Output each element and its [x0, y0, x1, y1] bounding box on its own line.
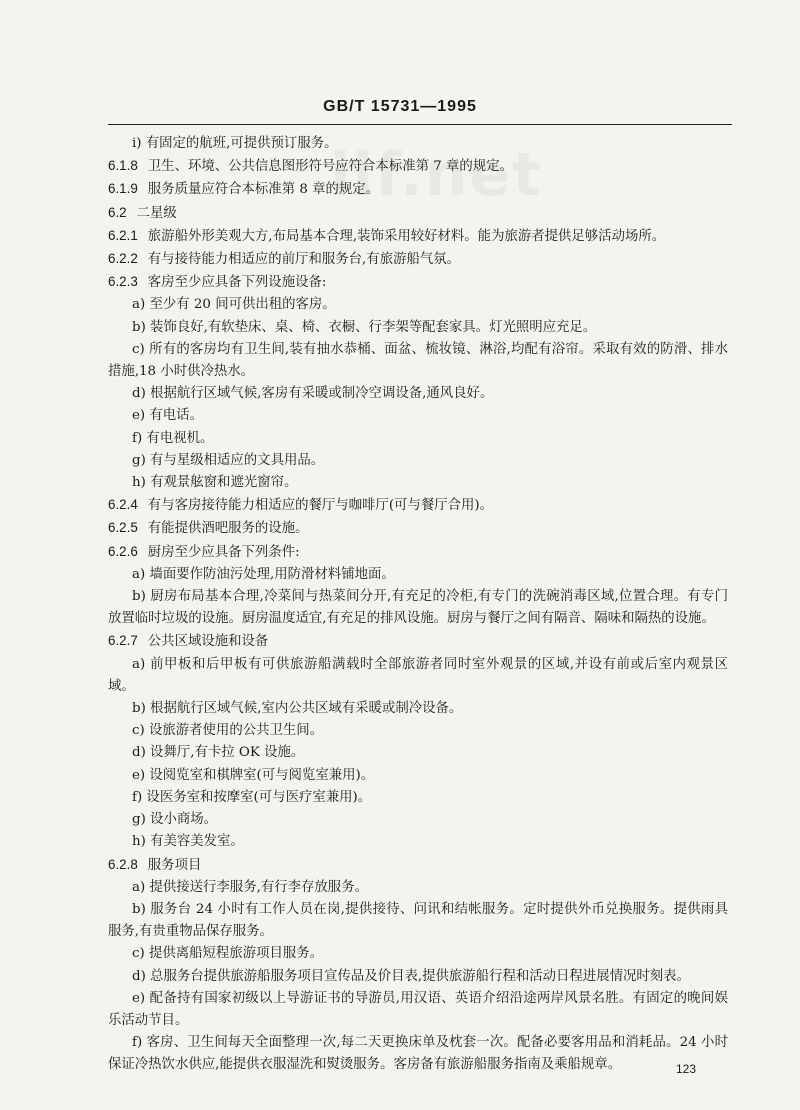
- list-item: g) 有与星级相适应的文具用品。: [132, 452, 325, 468]
- list-item: a) 提供接送行李服务,有行李存放服务。: [132, 879, 368, 895]
- list-item: e) 有电话。: [132, 408, 203, 424]
- section-number: 6.2.5: [108, 520, 138, 536]
- section-line: [108, 155, 728, 178]
- section-line: [108, 271, 728, 294]
- list-item: b) 装饰良好,有软垫床、桌、椅、衣橱、行李架等配套家具。灯光照明应充足。: [132, 319, 597, 335]
- section-line: [108, 517, 728, 540]
- section-line: [108, 494, 728, 517]
- list-item: i) 有固定的航班,可提供预订服务。: [132, 136, 338, 151]
- list-paragraph: a) 前甲板和后甲板有可供旅游船满载时全部旅游者同时室外观景的区域,并设有前或后室内观景区域。: [108, 656, 728, 694]
- section-text: 有能提供酒吧服务的设施。: [147, 521, 309, 537]
- list-item: f) 设医务室和按摩室(可与医疗室兼用)。: [132, 789, 372, 805]
- section-text: 二星级: [136, 205, 177, 221]
- section-line: [108, 630, 728, 653]
- list-item: d) 根据航行区域气候,客房有采暖或制冷空调设备,通风良好。: [132, 386, 494, 402]
- list-item: c) 提供离船短程旅游项目服务。: [132, 946, 324, 962]
- list-item: d) 设舞厅,有卡拉 OK 设施。: [132, 745, 305, 761]
- section-text: 有与接待能力相适应的前厅和服务台,有旅游船气氛。: [147, 252, 461, 268]
- section-number: 6.2: [108, 204, 127, 220]
- page-number: 123: [676, 1062, 697, 1076]
- list-item: b) 根据航行区域气候,室内公共区域有采暖或制冷设备。: [132, 701, 463, 717]
- list-item: a) 至少有 20 间可供出租的客房。: [132, 297, 336, 313]
- section-text: 客房至少应具备下列设施设备:: [147, 275, 327, 291]
- section-number: 6.2.8: [108, 856, 138, 872]
- list-item: a) 墙面要作防油污处理,用防滑材料铺地面。: [132, 566, 395, 582]
- section-number: 6.2.1: [108, 227, 138, 243]
- section-number: 6.2.7: [108, 633, 138, 649]
- section-text: 服务质量应符合本标准第 8 章的规定。: [147, 182, 380, 198]
- section-line: [108, 202, 728, 225]
- list-item: h) 有美容美发室。: [132, 834, 244, 850]
- section-text: 卫生、环境、公共信息图形符号应符合本标准第 7 章的规定。: [147, 159, 513, 175]
- section-line: [108, 225, 728, 248]
- section-line: [108, 541, 728, 564]
- section-text: 公共区域设施和设备: [147, 634, 269, 650]
- section-text: 旅游船外形美观大方,布局基本合理,装饰采用较好材料。能为旅游者提供足够活动场所。: [147, 228, 666, 244]
- body-text: [108, 133, 728, 1077]
- list-paragraph: b) 厨房布局基本合理,冷菜间与热菜间分开,有充足的冷柜,有专门的洗碗消毒区域,位置合理。有专门放置临时垃圾的设施。厨房温度适宜,有充足的排风设施。厨房与餐厅之间有隔音、隔味和隔热的设施。: [108, 589, 728, 627]
- list-item: h) 有观景舷窗和遮光窗帘。: [132, 475, 298, 491]
- section-line: [108, 248, 728, 271]
- list-item: c) 设旅游者使用的公共卫生间。: [132, 723, 324, 739]
- section-number: 6.2.6: [108, 543, 138, 559]
- section-line: [108, 854, 728, 877]
- section-number: 6.1.8: [108, 158, 138, 174]
- header-rule: [108, 124, 732, 125]
- section-number: 6.1.9: [108, 181, 138, 197]
- list-item: g) 设小商场。: [132, 812, 218, 828]
- list-paragraph: f) 客房、卫生间每天全面整理一次,每二天更换床单及枕套一次。配备必要客用品和消耗品。24 小时保证冷热饮水供应,能提供衣服湿洗和熨烫服务。客房备有旅游船服务指南及乘船规章。: [108, 1035, 728, 1073]
- section-number: 6.2.3: [108, 274, 138, 290]
- section-text: 厨房至少应具备下列条件:: [147, 544, 300, 560]
- standard-header: GB/T 15731—1995: [323, 98, 477, 115]
- section-line: [108, 178, 728, 201]
- list-paragraph: c) 所有的客房均有卫生间,装有抽水恭桶、面盆、梳妆镜、淋浴,均配有浴帘。采取有效的防滑、排水措施,18 小时供冷热水。: [108, 341, 728, 380]
- list-paragraph: e) 配备持有国家初级以上导游证书的导游员,用汉语、英语介绍沿途两岸风景名胜。有固定的晚间娱乐活动节目。: [108, 990, 728, 1028]
- section-text: 有与客房接待能力相适应的餐厅与咖啡厅(可与餐厅合用)。: [147, 498, 494, 514]
- list-paragraph: b) 服务台 24 小时有工作人员在岗,提供接待、问讯和结帐服务。定时提供外币兑换服务。提供雨具服务,有贵重物品保存服务。: [108, 901, 728, 940]
- list-item: e) 设阅览室和棋牌室(可与阅览室兼用)。: [132, 767, 375, 783]
- section-number: 6.2.2: [108, 251, 138, 267]
- list-item: f) 有电视机。: [132, 430, 214, 446]
- section-text: 服务项目: [147, 857, 202, 873]
- section-number: 6.2.4: [108, 497, 138, 513]
- list-item: d) 总服务台提供旅游船服务项目宣传品及价目表,提供旅游船行程和活动日程进展情况时刻表。: [132, 968, 690, 984]
